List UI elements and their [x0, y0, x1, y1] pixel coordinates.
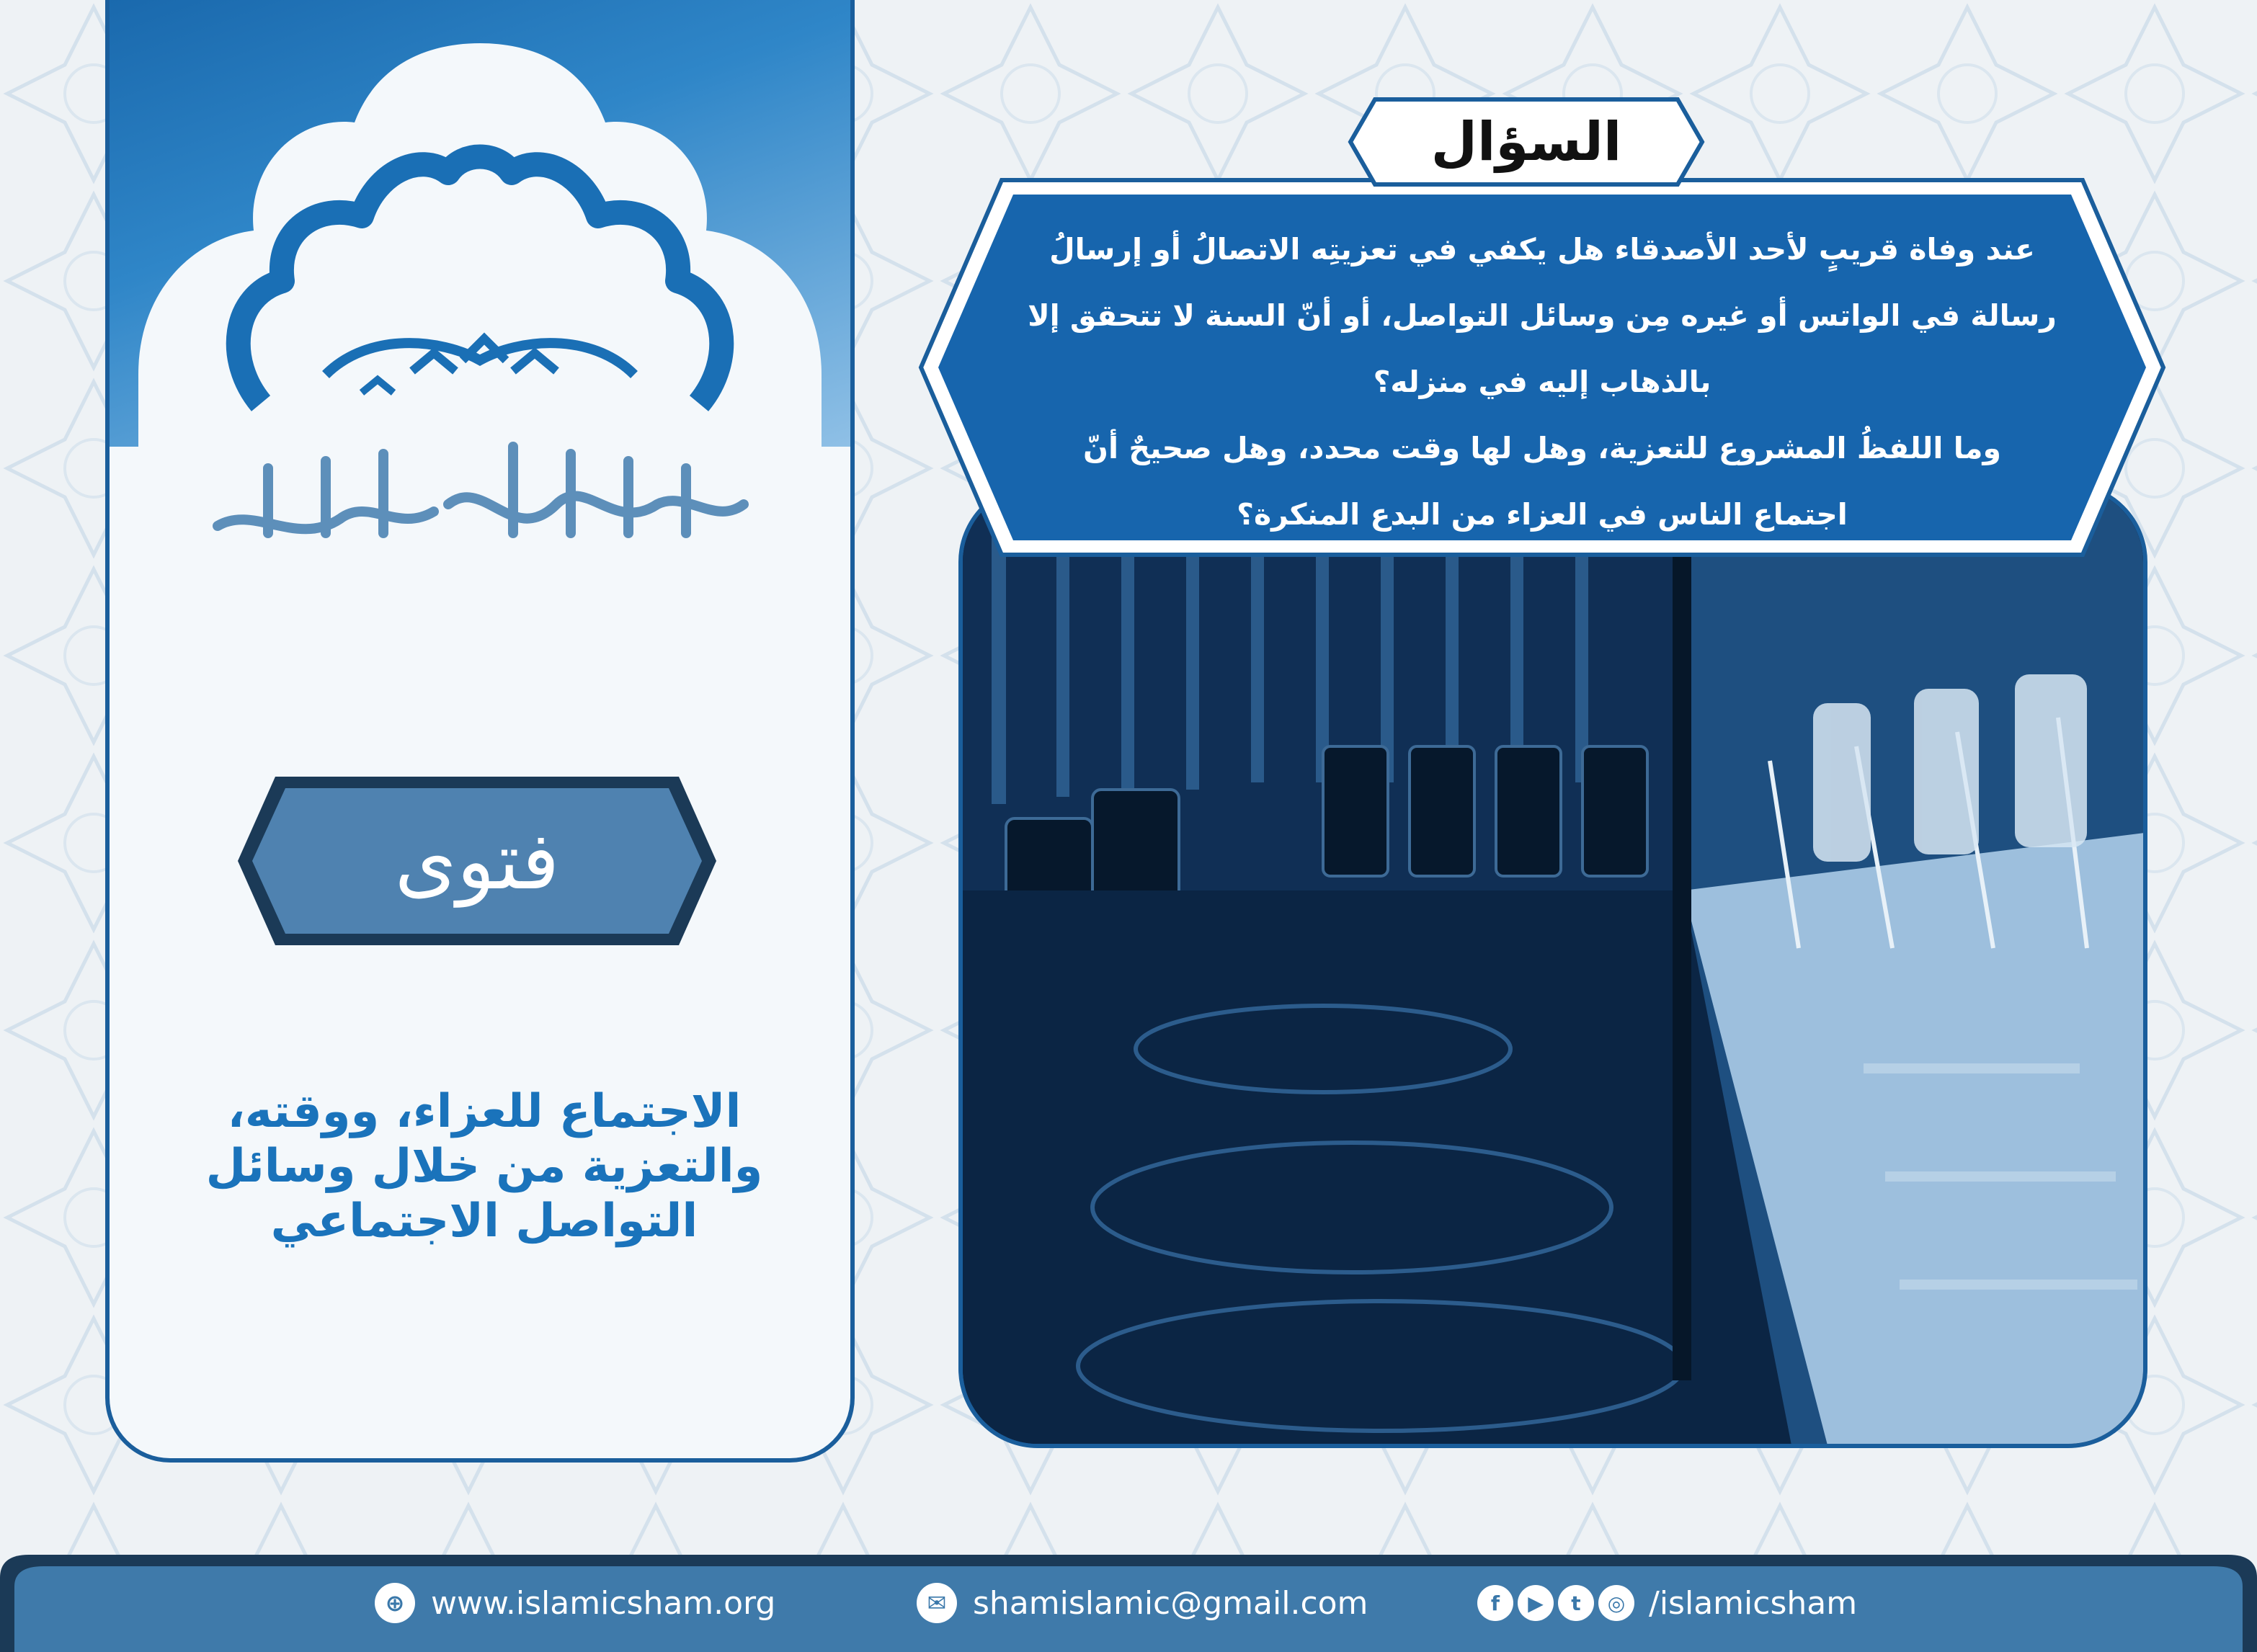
- website-link[interactable]: [375, 1578, 775, 1628]
- mail-icon: ✉: [917, 1583, 957, 1623]
- fatwa-label: فتوى: [394, 815, 560, 907]
- social-links: [1477, 1578, 1857, 1628]
- instagram-icon[interactable]: ◎: [1598, 1585, 1634, 1621]
- social-handle-text[interactable]: /islamicsham: [1649, 1584, 1858, 1622]
- question-line: رسالة في الواتس أو غيره مِن وسائل التواصل، أو أنّ السنة لا تتحقق إلا: [1028, 298, 2057, 333]
- question-line: وما اللفظُ المشروع للتعزية، وهل لها وقت محدد، وهل صحيحٌ أنّ: [1083, 431, 2001, 465]
- fatwa-badge: [232, 771, 722, 951]
- website-text[interactable]: www.islamicsham.org: [431, 1584, 776, 1622]
- email-text[interactable]: shamislamic@gmail.com: [973, 1584, 1368, 1622]
- fatwa-title: [153, 1084, 816, 1249]
- fatwa-title-line: والتعزية من خلال وسائل: [205, 1140, 763, 1193]
- left-panel: [105, 0, 855, 1463]
- condolence-hall-photo: [958, 483, 2147, 1448]
- youtube-icon[interactable]: ▶: [1518, 1585, 1554, 1621]
- fatwa-title-line: الاجتماع للعزاء، ووقته،: [227, 1085, 742, 1138]
- globe-icon: ⊕: [375, 1583, 415, 1623]
- facebook-icon[interactable]: f: [1477, 1585, 1513, 1621]
- question-heading: السؤال: [1430, 111, 1622, 173]
- question-text: [966, 216, 2119, 548]
- question-line: بالذهاب إليه في منزله؟: [1373, 365, 1711, 399]
- photo-illustration: [963, 487, 2145, 1445]
- question-box: [915, 173, 2169, 562]
- twitter-icon[interactable]: t: [1558, 1585, 1594, 1621]
- email-link[interactable]: [917, 1578, 1368, 1628]
- question-line: عند وفاة قريبٍ لأحد الأصدقاء هل يكفي في تعزيتِه الاتصالُ أو إرسالُ: [1049, 232, 2035, 267]
- question-line: اجتماع الناس في العزاء من البدع المنكرة؟: [1237, 497, 1848, 532]
- question-heading-tab: [1346, 95, 1706, 189]
- logo-emblem: [110, 0, 850, 648]
- fatwa-title-line: التواصل الاجتماعي: [270, 1195, 698, 1248]
